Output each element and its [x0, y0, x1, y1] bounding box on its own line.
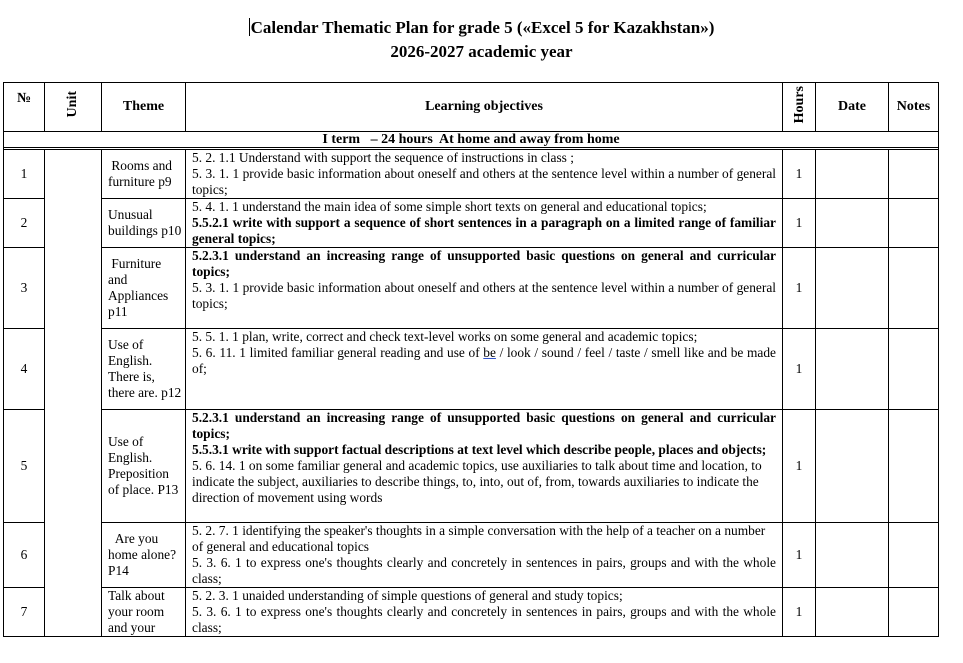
- row-number: 6: [4, 523, 45, 588]
- document-subtitle: 2026-2027 academic year: [390, 42, 573, 61]
- objective-line: 5. 2. 3. 1 unaided understanding of simple questions of general and study topics;: [192, 588, 623, 603]
- header-theme: Theme: [102, 83, 186, 132]
- row-theme: Rooms and furniture p9: [102, 150, 186, 199]
- header-unit-label: Unit: [65, 91, 80, 118]
- unit-cell: [45, 150, 102, 637]
- header-number: №: [4, 83, 45, 132]
- row-notes[interactable]: [889, 329, 939, 410]
- term-label: I term – 24 hours At home and away from home: [4, 132, 939, 148]
- row-number: 4: [4, 329, 45, 410]
- header-objectives: Learning objectives: [186, 83, 783, 132]
- row-objectives: [186, 329, 783, 410]
- row-objectives: [186, 199, 783, 248]
- objective-line: 5.2.3.1 understand an increasing range of unsupported basic questions on general and curricular topics;: [192, 248, 776, 279]
- objective-line: 5. 4. 1. 1 understand the main idea of some simple short texts on general and educational topics;: [192, 199, 707, 214]
- row-hours: 1: [783, 150, 816, 199]
- row-date[interactable]: [816, 588, 889, 637]
- header-notes: Notes: [889, 83, 939, 132]
- row-notes[interactable]: [889, 248, 939, 329]
- objective-line: 5. 3. 1. 1 provide basic information about oneself and others at the sentence level within a number of general topics;: [192, 280, 776, 311]
- row-notes[interactable]: [889, 588, 939, 637]
- row-date[interactable]: [816, 523, 889, 588]
- row-objectives: [186, 248, 783, 329]
- row-theme: Are you home alone? P14: [102, 523, 186, 588]
- header-hours-label: Hours: [791, 85, 807, 124]
- row-date[interactable]: [816, 410, 889, 523]
- row-objectives: [186, 523, 783, 588]
- header-unit: [45, 83, 102, 132]
- table-row: [4, 150, 939, 199]
- objective-line: 5. 5. 1. 1 plan, write, correct and check text-level works on some general and academic topics;: [192, 329, 698, 344]
- header-hours: [783, 83, 816, 132]
- objective-line: 5. 3. 6. 1 to express one's thoughts clearly and concretely in sentences in pairs, groups and with the whole class;: [192, 555, 776, 586]
- objective-text: 5. 6. 11. 1 limited familiar general reading and use of: [192, 345, 484, 360]
- underlined-word: be: [483, 345, 496, 360]
- row-hours: 1: [783, 329, 816, 410]
- row-theme: Unusual buildings p10: [102, 199, 186, 248]
- table-row: [4, 329, 939, 410]
- row-date[interactable]: [816, 248, 889, 329]
- row-theme: Talk about your room and your: [102, 588, 186, 637]
- objective-line: 5. 3. 1. 1 provide basic information about oneself and others at the sentence level within a number of general topics;: [192, 166, 776, 197]
- document-title: [0, 17, 963, 39]
- objective-line: 5.5.3.1 write with support factual descriptions at text level which describe people, places and objects;: [192, 442, 767, 457]
- table-row: [4, 199, 939, 248]
- title-line-1: Calendar Thematic Plan for grade 5 («Excel 5 for Kazakhstan»): [250, 18, 715, 37]
- row-notes[interactable]: [889, 150, 939, 199]
- row-hours: 1: [783, 588, 816, 637]
- row-hours: 1: [783, 199, 816, 248]
- term-row: [4, 132, 939, 148]
- text-cursor: [249, 18, 250, 36]
- objective-line: 5. 6. 14. 1 on some familiar general and academic topics, use auxiliaries to talk about time and location, to indicate the subject, auxiliaries to describe things, to, into, out of, from, towards auxiliaries to indicate the direction of movement using words: [192, 458, 762, 505]
- row-objectives: [186, 410, 783, 523]
- row-theme: Furniture and Appliances p11: [102, 248, 186, 329]
- header-row: [4, 83, 939, 132]
- objective-line: [192, 345, 776, 377]
- objective-line: 5. 2. 7. 1 identifying the speaker's thoughts in a simple conversation with the help of a teacher on a number of general and educational topics: [192, 523, 766, 554]
- row-number: 7: [4, 588, 45, 637]
- objective-line: 5. 2. 1.1 Understand with support the sequence of instructions in class ;: [192, 150, 574, 165]
- row-objectives: [186, 588, 783, 637]
- row-number: 1: [4, 150, 45, 199]
- objective-line: 5.2.3.1 understand an increasing range of unsupported basic questions on general and curricular topics;: [192, 410, 776, 441]
- row-date[interactable]: [816, 150, 889, 199]
- row-date[interactable]: [816, 329, 889, 410]
- row-notes[interactable]: [889, 410, 939, 523]
- row-objectives: [186, 150, 783, 199]
- row-theme: Use of English. Preposition of place. P13: [102, 410, 186, 523]
- table-row: [4, 410, 939, 523]
- thematic-plan-table: [3, 82, 939, 637]
- row-hours: 1: [783, 248, 816, 329]
- table-row: [4, 523, 939, 588]
- row-theme: Use of English. There is, there are. p12: [102, 329, 186, 410]
- row-number: 3: [4, 248, 45, 329]
- objective-text: / look / sound / feel / taste / smell like and be made of;: [192, 345, 776, 376]
- row-notes[interactable]: [889, 199, 939, 248]
- row-hours: 1: [783, 410, 816, 523]
- row-notes[interactable]: [889, 523, 939, 588]
- header-date: Date: [816, 83, 889, 132]
- row-hours: 1: [783, 523, 816, 588]
- objective-line: 5.5.2.1 write with support a sequence of short sentences in a paragraph on a limited range of familiar general topics;: [192, 215, 776, 246]
- objective-line: 5. 3. 6. 1 to express one's thoughts clearly and concretely in sentences in pairs, groups and with the whole class;: [192, 604, 776, 635]
- row-number: 5: [4, 410, 45, 523]
- row-number: 2: [4, 199, 45, 248]
- row-date[interactable]: [816, 199, 889, 248]
- table-row: [4, 248, 939, 329]
- table-row: [4, 588, 939, 637]
